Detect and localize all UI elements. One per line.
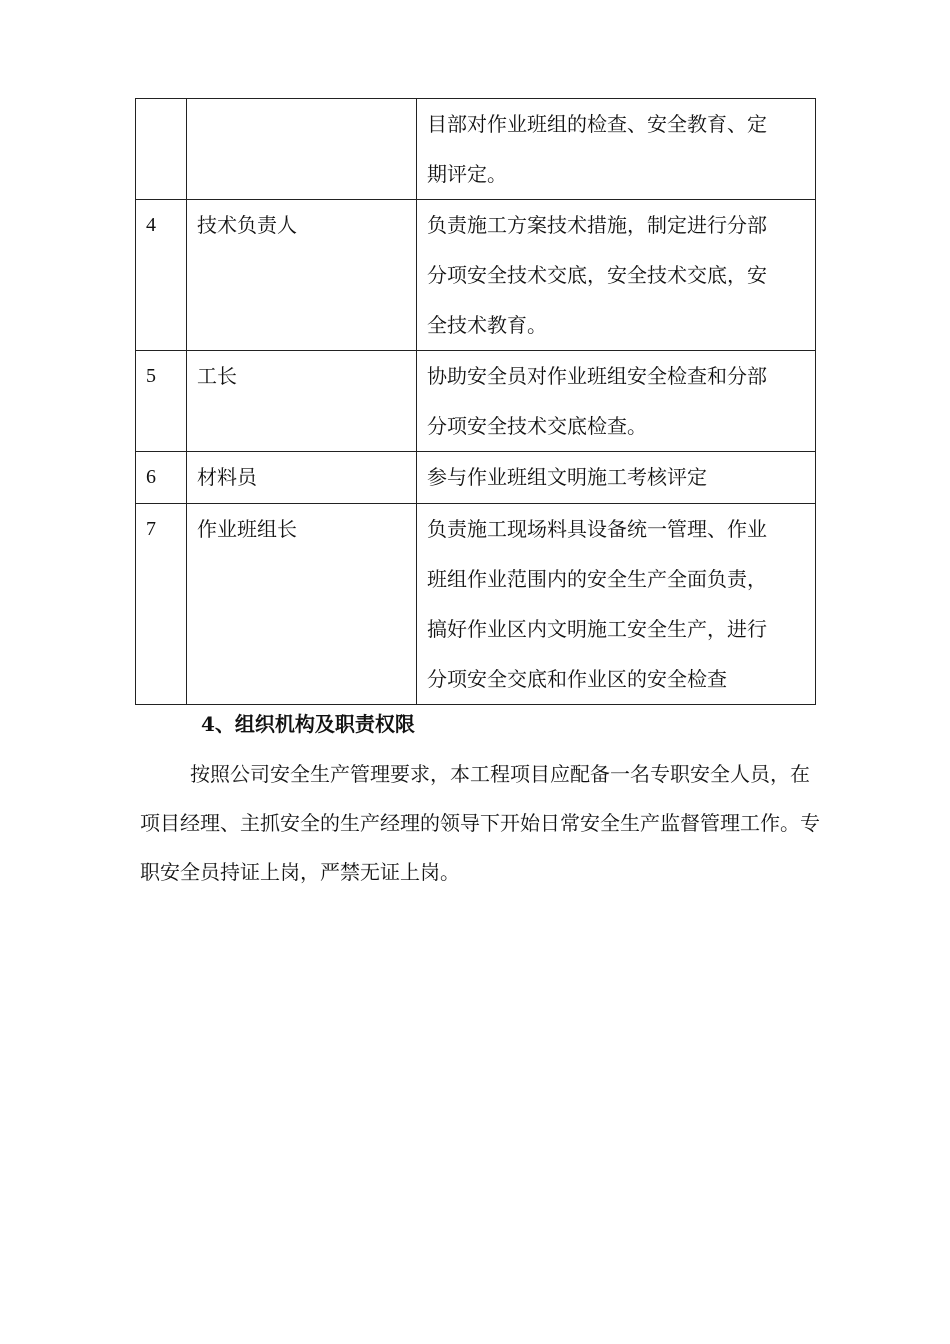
table-row — [136, 200, 816, 351]
table-row — [136, 504, 816, 705]
table-row — [136, 99, 816, 200]
duty-cell: 负责施工现场料具设备统一管理、作业 班组作业范围内的安全生产全面负责， 搞好作业区内文明施工安全生产，进行 分项安全交底和作业区的安全检查 — [417, 504, 816, 705]
row-number-cell: 4 — [136, 200, 187, 351]
duty-cell: 负责施工方案技术措施，制定进行分部 分项安全技术交底，安全技术交底，安 全技术教育。 — [417, 200, 816, 351]
table-row — [136, 452, 816, 504]
row-number-cell — [136, 99, 187, 200]
table-row — [136, 351, 816, 452]
duty-cell: 参与作业班组文明施工考核评定 — [417, 452, 816, 504]
role-cell: 技术负责人 — [187, 200, 417, 351]
row-number-cell: 6 — [136, 452, 187, 504]
section-heading: 4、组织机构及职责权限 — [201, 712, 415, 736]
role-cell: 作业班组长 — [187, 504, 417, 705]
row-number-cell: 7 — [136, 504, 187, 705]
duty-cell: 协助安全员对作业班组安全检查和分部 分项安全技术交底检查。 — [417, 351, 816, 452]
role-cell — [187, 99, 417, 200]
role-cell: 材料员 — [187, 452, 417, 504]
responsibility-table — [135, 98, 816, 705]
role-cell: 工长 — [187, 351, 417, 452]
duty-cell: 目部对作业班组的检查、安全教育、定 期评定。 — [417, 99, 816, 200]
row-number-cell: 5 — [136, 351, 187, 452]
body-paragraph: 按照公司安全生产管理要求，本工程项目应配备一名专职安全人员，在项目经理、主抓安全的生产经理的领导下开始日常安全生产监督管理工作。专职安全员持证上岗，严禁无证上岗。 — [140, 762, 820, 884]
